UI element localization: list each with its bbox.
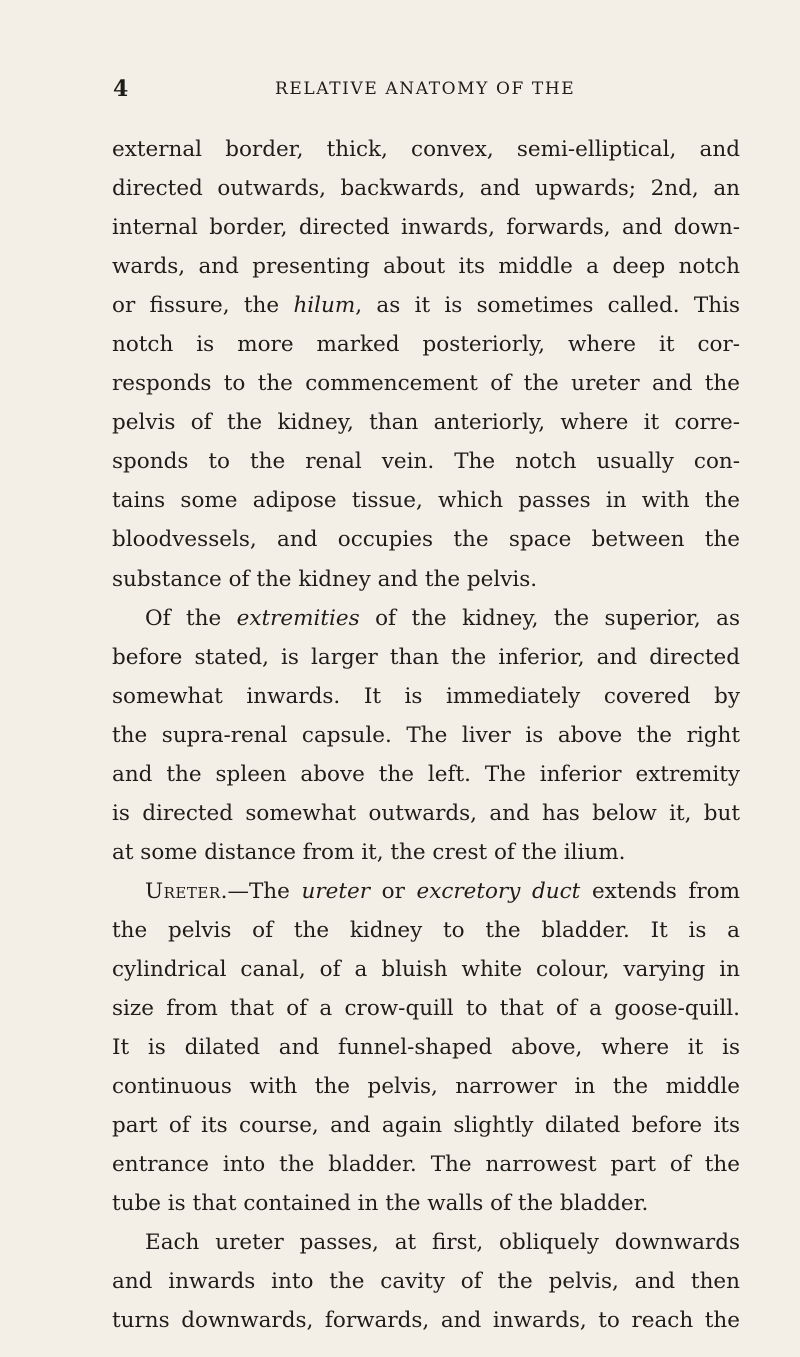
text-line bbox=[112, 755, 740, 794]
running-head: RELATIVE ANATOMY OF THE bbox=[275, 79, 576, 99]
line-text: wards, and presenting about its middle a deep notch bbox=[112, 254, 740, 280]
line-text: and the spleen above the left. The inferior extremity bbox=[112, 761, 740, 787]
text-line bbox=[112, 286, 740, 325]
text-line bbox=[112, 1028, 740, 1067]
text-line bbox=[112, 599, 740, 638]
text-line bbox=[112, 950, 740, 989]
line-text: sponds to the renal vein. The notch usually con- bbox=[112, 449, 740, 475]
text-line bbox=[112, 989, 740, 1028]
line-text: responds to the commencement of the ureter and the bbox=[112, 371, 740, 397]
line-text: tains some adipose tissue, which passes in with the bbox=[112, 488, 740, 514]
text-line bbox=[112, 1145, 740, 1184]
text-line bbox=[112, 794, 740, 833]
line-text: tube is that contained in the walls of the bladder. bbox=[112, 1191, 649, 1217]
line-text: internal border, directed inwards, forwards, and down- bbox=[112, 215, 740, 241]
text-line bbox=[112, 520, 740, 559]
text-line bbox=[112, 677, 740, 716]
line-text: Each ureter passes, at first, obliquely downwards bbox=[145, 1230, 740, 1256]
text-line bbox=[112, 560, 740, 599]
line-text: cylindrical canal, of a bluish white colour, varying in bbox=[112, 956, 740, 982]
text-line bbox=[112, 638, 740, 677]
italic-term: hilum bbox=[293, 293, 356, 319]
line-text: of the kidney, the superior, as bbox=[359, 605, 740, 631]
line-text: extends from bbox=[580, 878, 740, 904]
line-text: continuous with the pelvis, narrower in the middle bbox=[112, 1074, 740, 1100]
line-text: size from that of a crow-quill to that of a goose-quill. bbox=[112, 996, 740, 1022]
text-line bbox=[112, 481, 740, 520]
page-header bbox=[0, 76, 800, 106]
text-line bbox=[112, 872, 740, 911]
line-text: the supra-renal capsule. The liver is above the right bbox=[112, 722, 740, 748]
line-text: bloodvessels, and occupies the space between the bbox=[112, 527, 740, 553]
line-text: is directed somewhat outwards, and has below it, but bbox=[112, 800, 740, 826]
text-line bbox=[112, 716, 740, 755]
text-line bbox=[112, 1262, 740, 1301]
line-text: external border, thick, convex, semi-elliptical, and bbox=[112, 137, 740, 162]
line-text: and inwards into the cavity of the pelvis, and then bbox=[112, 1269, 740, 1295]
text-line bbox=[112, 911, 740, 950]
line-text: , as it is sometimes called. This bbox=[355, 293, 740, 319]
line-text: Of the bbox=[145, 605, 237, 631]
body-text bbox=[112, 130, 740, 1340]
text-line bbox=[112, 325, 740, 364]
line-text: .—The bbox=[220, 878, 302, 904]
text-line bbox=[112, 403, 740, 442]
page-number: 4 bbox=[113, 76, 129, 102]
text-line bbox=[112, 833, 740, 872]
line-text: directed outwards, backwards, and upwards; 2nd, an bbox=[112, 176, 740, 202]
line-text: at some distance from it, the crest of the ilium. bbox=[112, 839, 626, 865]
text-line bbox=[112, 1184, 740, 1223]
text-line bbox=[112, 364, 740, 403]
italic-term: excretory duct bbox=[416, 878, 581, 904]
text-line bbox=[112, 208, 740, 247]
italic-term: ureter bbox=[301, 878, 370, 904]
text-line bbox=[112, 247, 740, 286]
italic-term: extremities bbox=[236, 605, 360, 631]
section-heading: Ureter bbox=[145, 878, 221, 904]
line-text: turns downwards, forwards, and inwards, to reach the bbox=[112, 1308, 740, 1334]
text-line bbox=[112, 169, 740, 208]
line-text: entrance into the bladder. The narrowest part of the bbox=[112, 1152, 740, 1178]
text-line bbox=[112, 1067, 740, 1106]
line-text: before stated, is larger than the inferior, and directed bbox=[112, 644, 740, 670]
line-text: somewhat inwards. It is immediately covered by bbox=[112, 683, 740, 709]
text-line bbox=[112, 1223, 740, 1262]
line-text: It is dilated and funnel-shaped above, where it is bbox=[112, 1035, 740, 1061]
line-text: the pelvis of the kidney to the bladder. It is a bbox=[112, 917, 740, 943]
text-line bbox=[112, 1301, 740, 1340]
line-text: substance of the kidney and the pelvis. bbox=[112, 566, 538, 592]
line-text: notch is more marked posteriorly, where it cor- bbox=[112, 332, 740, 358]
line-text: pelvis of the kidney, than anteriorly, where it corre- bbox=[112, 410, 740, 436]
line-text: part of its course, and again slightly dilated before its bbox=[112, 1113, 740, 1139]
text-line bbox=[112, 442, 740, 481]
text-line bbox=[112, 1106, 740, 1145]
text-line bbox=[112, 130, 740, 169]
line-text: or bbox=[370, 878, 417, 904]
line-text: or fissure, the bbox=[112, 293, 294, 319]
